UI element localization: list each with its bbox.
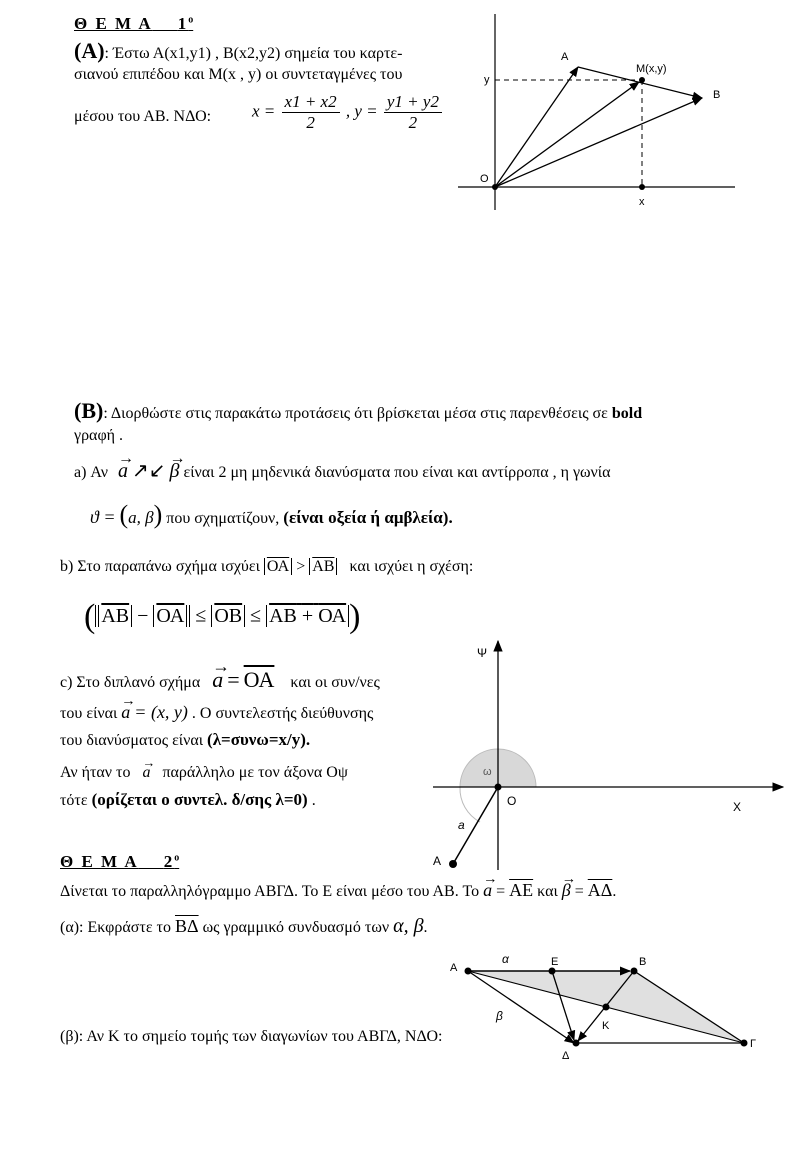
- item-a-line2: ϑ = (a, β) που σχηματίζουν, (είναι οξεία ή αμβλεία).: [90, 500, 453, 529]
- item-a-line1: a) Αν → a ↗↙ → β είναι 2 μη μηδενικά διανύσματα που είναι και αντίρροπα , η γωνία: [74, 458, 610, 483]
- topic2-heading: Θ Ε Μ Α $2^o$: [60, 852, 180, 871]
- label-E: E: [551, 956, 559, 968]
- item-c-line4: Αν ήταν το → a παράλληλο με τον άξονα Οψ: [60, 764, 348, 782]
- item-c-line3: του διανύσματος είναι (λ=συνω=x/y).: [60, 730, 311, 749]
- topic2-question-b: (β): Αν Κ το σημείο τομής των διαγωνίων του ΑΒΓΔ, ΝΔΟ:: [60, 1028, 443, 1045]
- label-vec-a: a: [458, 818, 465, 832]
- partA-label: (Α): [74, 38, 105, 63]
- label-B: B: [713, 89, 721, 101]
- label-x: x: [639, 196, 645, 208]
- partB-intro2: γραφή .: [74, 427, 124, 444]
- label-psi: Ψ: [477, 646, 488, 660]
- label-M: M(x,y): [636, 63, 667, 75]
- label-A: A: [561, 51, 569, 63]
- item-c-line2: του είναι → a = (x, y) . Ο συντελεστής διεύθυνσης: [60, 702, 373, 723]
- label-alpha: α: [502, 952, 509, 966]
- label-O2: O: [507, 794, 517, 808]
- figure-parallelogram: [440, 945, 770, 1060]
- label-A2: A: [433, 854, 442, 868]
- item-c-line1: c) Στο διπλανό σχήμα → $a = \overline{OA}$ και οι συν/νες: [60, 667, 380, 693]
- item-b-line1: b) Στο παραπάνω σχήμα ισχύει $\overline{OA} > \overline{AB}$ και ισχύει η σχέση:: [60, 558, 474, 575]
- topic2-line1: Δίνεται το παραλληλόγραμμο ΑΒΓΔ. Το Ε είναι μέσο του ΑΒ. $To \to a = \overline{AE}$ $\kappa\alpha\iota \to \beta = \overline{A\Delta}$.: [60, 880, 616, 901]
- label-O: O: [480, 173, 489, 185]
- partA-line3: μέσου του ΑΒ. ΝΔΟ:: [74, 108, 212, 125]
- label-beta: β: [496, 1009, 503, 1023]
- item-c-line5: τότε (ορίζεται ο συντελ. δ/σης λ=0) .: [60, 790, 316, 809]
- label-G: Γ: [750, 1038, 757, 1050]
- label-D: Δ: [562, 1050, 570, 1060]
- partB-label: (Β): [74, 398, 104, 423]
- partA-line2: σιανού επιπέδου και Μ(x , y) οι συντεταγμένες του: [74, 66, 403, 83]
- topic1-heading: Θ Ε Μ Α $1^o$: [74, 14, 194, 33]
- topic2-question-a: (α): Εκφράστε το $\overline{B\Delta}$ ως γραμμικό συνδυασμό των α, β.: [60, 915, 428, 937]
- label-A3: A: [450, 962, 458, 974]
- label-y: y: [484, 74, 490, 86]
- partB-intro: (Β): Διορθώστε στις παρακάτω προτάσεις ότι βρίσκεται μέσα στις παρενθέσεις σε bold: [74, 398, 643, 423]
- figure-midpoint: [450, 10, 740, 210]
- midpoint-formula: x = $\frac{x1 + x2}{2}$ , y = $\frac{y1 + y2}{2}$: [252, 92, 444, 133]
- triangle-inequality: ( $\overline{AB} - \overline{OA} \le \overline{OB} \le AB + OA$): [84, 598, 361, 635]
- partA-line1: (Α): Έστω Α(x1,y1) , Β(x2,y2) σημεία του καρτε-: [74, 38, 403, 63]
- label-omega: ω: [483, 766, 492, 778]
- label-B3: B: [639, 956, 647, 968]
- label-X: X: [733, 800, 742, 814]
- figure-axes-vector: [425, 635, 795, 875]
- label-K: K: [602, 1020, 610, 1032]
